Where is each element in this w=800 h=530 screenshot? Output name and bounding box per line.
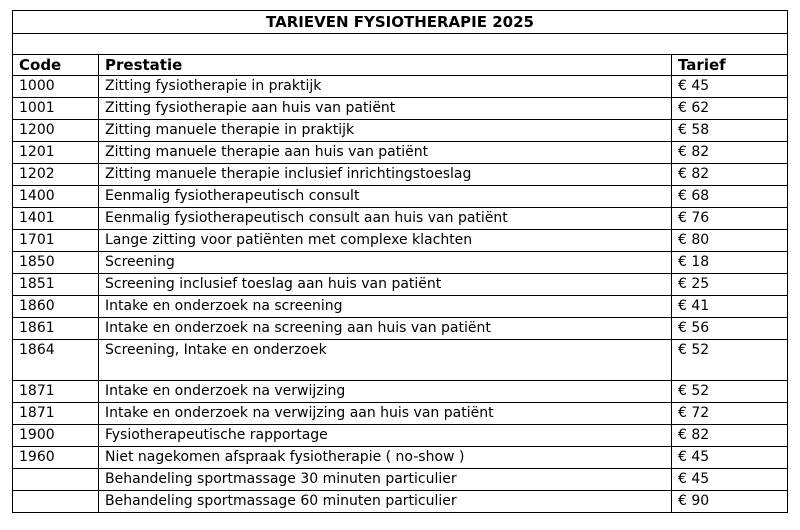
cell-tarief: € 80 — [672, 230, 788, 252]
table-row — [13, 381, 788, 403]
cell-prestatie: Zitting manuele therapie inclusief inrichtingstoeslag — [99, 164, 672, 186]
cell-prestatie: Intake en onderzoek na verwijzing aan huis van patiënt — [99, 403, 672, 425]
cell-code: 1701 — [13, 230, 99, 252]
table-row — [13, 318, 788, 340]
table-row — [13, 425, 788, 447]
column-header-prestatie: Prestatie — [99, 55, 672, 76]
cell-tarief: € 18 — [672, 252, 788, 274]
table-row — [13, 120, 788, 142]
cell-code: 1850 — [13, 252, 99, 274]
table-row — [13, 491, 788, 513]
cell-code: 1400 — [13, 186, 99, 208]
table-row — [13, 98, 788, 120]
tariff-table — [12, 10, 788, 513]
cell-prestatie: Intake en onderzoek na verwijzing — [99, 381, 672, 403]
cell-prestatie: Behandeling sportmassage 60 minuten particulier — [99, 491, 672, 513]
table-row — [13, 208, 788, 230]
cell-prestatie: Zitting manuele therapie in praktijk — [99, 120, 672, 142]
cell-tarief: € 25 — [672, 274, 788, 296]
cell-prestatie: Screening, Intake en onderzoek — [99, 340, 672, 381]
column-header-tarief: Tarief — [672, 55, 788, 76]
table-row — [13, 469, 788, 491]
cell-prestatie: Behandeling sportmassage 30 minuten particulier — [99, 469, 672, 491]
cell-tarief: € 76 — [672, 208, 788, 230]
cell-prestatie: Intake en onderzoek na screening aan huis van patiënt — [99, 318, 672, 340]
table-row — [13, 252, 788, 274]
cell-code: 1871 — [13, 381, 99, 403]
cell-code: 1860 — [13, 296, 99, 318]
cell-code: 1401 — [13, 208, 99, 230]
cell-tarief: € 68 — [672, 186, 788, 208]
cell-tarief: € 52 — [672, 340, 788, 381]
cell-prestatie: Zitting manuele therapie aan huis van patiënt — [99, 142, 672, 164]
table-row — [13, 142, 788, 164]
cell-prestatie: Eenmalig fysiotherapeutisch consult aan huis van patiënt — [99, 208, 672, 230]
cell-code — [13, 491, 99, 513]
cell-prestatie: Screening inclusief toeslag aan huis van patiënt — [99, 274, 672, 296]
page-title: TARIEVEN FYSIOTHERAPIE 2025 — [13, 11, 788, 34]
cell-prestatie: Zitting fysiotherapie aan huis van patiënt — [99, 98, 672, 120]
cell-tarief: € 41 — [672, 296, 788, 318]
table-row — [13, 186, 788, 208]
cell-tarief: € 45 — [672, 469, 788, 491]
cell-code: 1001 — [13, 98, 99, 120]
cell-code: 1864 — [13, 340, 99, 381]
cell-code: 1202 — [13, 164, 99, 186]
spacer-row — [13, 34, 788, 55]
cell-tarief: € 82 — [672, 164, 788, 186]
cell-prestatie: Fysiotherapeutische rapportage — [99, 425, 672, 447]
cell-prestatie: Lange zitting voor patiënten met complexe klachten — [99, 230, 672, 252]
header-row — [13, 55, 788, 76]
tariff-sheet — [12, 10, 787, 513]
table-row — [13, 296, 788, 318]
cell-code: 1200 — [13, 120, 99, 142]
cell-tarief: € 82 — [672, 142, 788, 164]
table-row — [13, 164, 788, 186]
column-header-code: Code — [13, 55, 99, 76]
cell-tarief: € 82 — [672, 425, 788, 447]
table-row — [13, 230, 788, 252]
cell-tarief: € 90 — [672, 491, 788, 513]
table-row — [13, 76, 788, 98]
cell-code: 1900 — [13, 425, 99, 447]
table-row — [13, 403, 788, 425]
cell-code: 1861 — [13, 318, 99, 340]
cell-code: 1851 — [13, 274, 99, 296]
cell-tarief: € 52 — [672, 381, 788, 403]
table-row — [13, 274, 788, 296]
table-row — [13, 340, 788, 381]
cell-code: 1871 — [13, 403, 99, 425]
cell-tarief: € 56 — [672, 318, 788, 340]
cell-prestatie: Eenmalig fysiotherapeutisch consult — [99, 186, 672, 208]
cell-prestatie: Screening — [99, 252, 672, 274]
cell-tarief: € 58 — [672, 120, 788, 142]
cell-tarief: € 45 — [672, 76, 788, 98]
title-row — [13, 11, 788, 34]
cell-tarief: € 45 — [672, 447, 788, 469]
cell-code: 1960 — [13, 447, 99, 469]
cell-code — [13, 469, 99, 491]
cell-tarief: € 72 — [672, 403, 788, 425]
cell-code: 1000 — [13, 76, 99, 98]
cell-prestatie: Intake en onderzoek na screening — [99, 296, 672, 318]
cell-prestatie: Zitting fysiotherapie in praktijk — [99, 76, 672, 98]
cell-prestatie: Niet nagekomen afspraak fysiotherapie ( no-show ) — [99, 447, 672, 469]
cell-tarief: € 62 — [672, 98, 788, 120]
cell-code: 1201 — [13, 142, 99, 164]
table-row — [13, 447, 788, 469]
